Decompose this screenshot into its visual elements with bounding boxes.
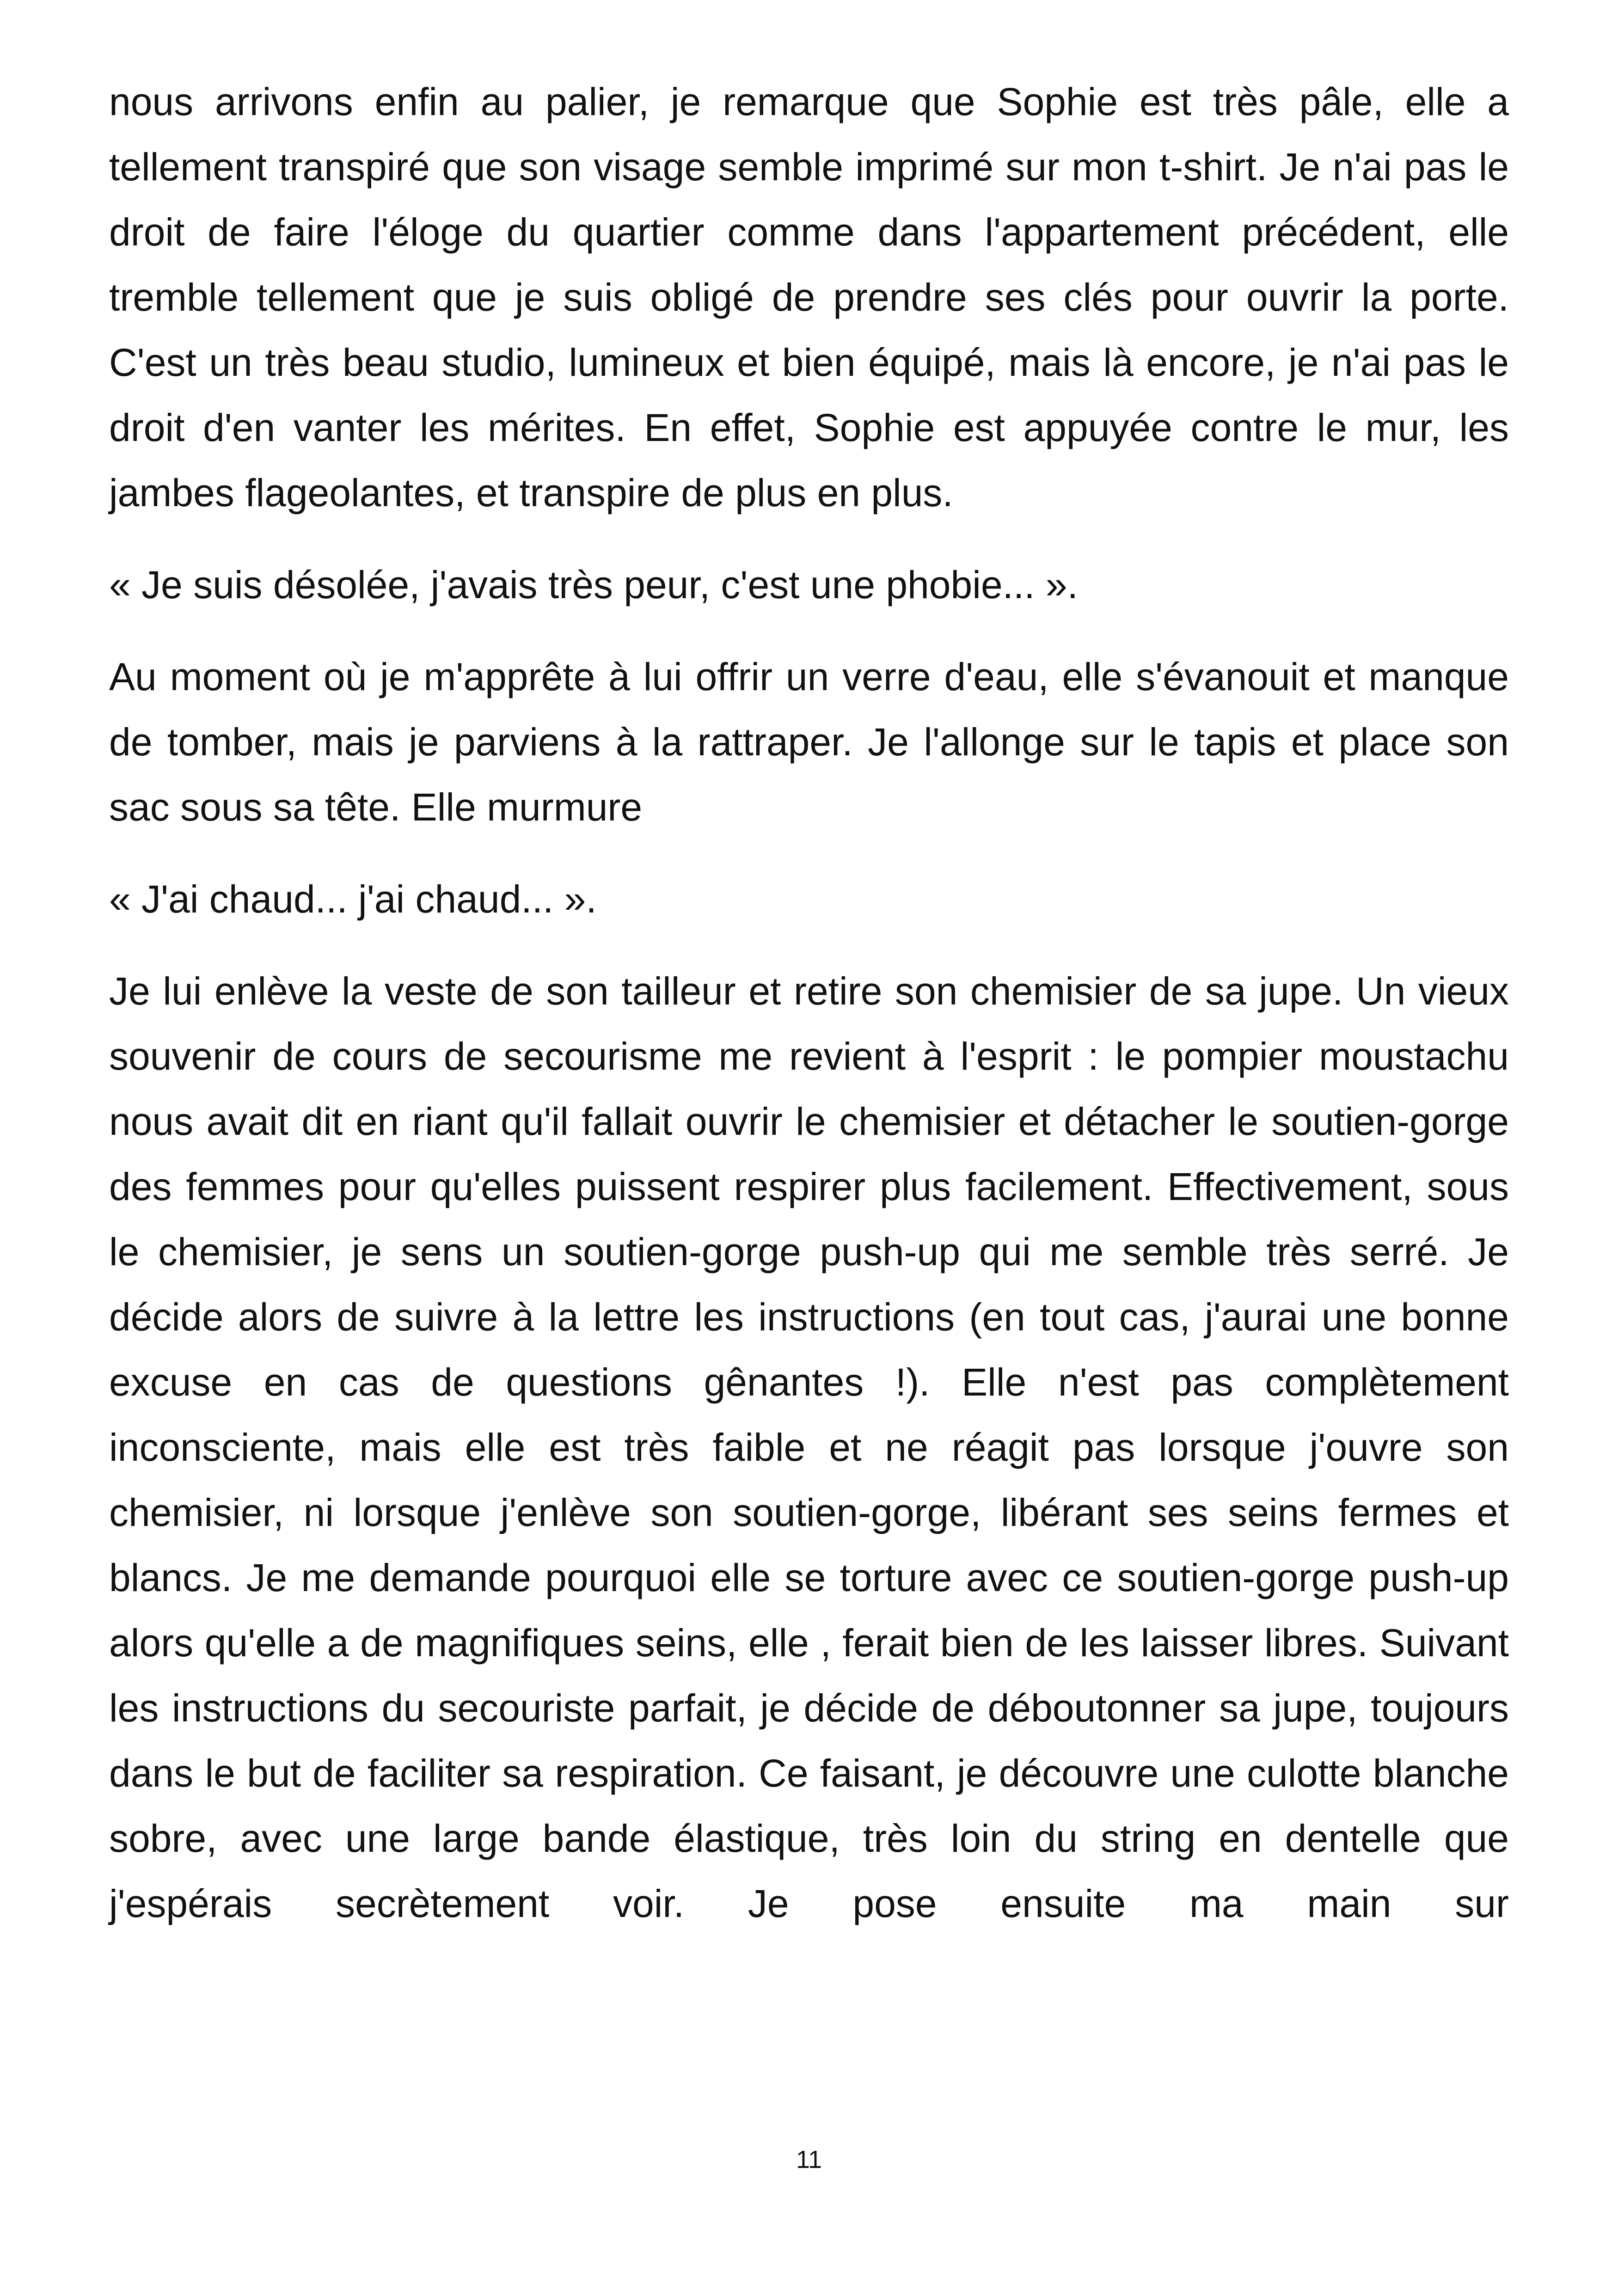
paragraph-4: « J'ai chaud... j'ai chaud... ». <box>109 877 597 921</box>
page-number: 11 <box>796 2146 822 2174</box>
paragraph-3: Au moment où je m'apprête à lui offrir un verre d'eau, elle s'évanouit et manque de tomber, mais je parviens à la rattraper. Je l'allonge sur le tapis et place son sac sous sa tête. Elle murmure <box>109 655 1509 829</box>
body-text <box>109 69 1509 1963</box>
paragraph-5: Je lui enlève la veste de son tailleur et retire son chemisier de sa jupe. Un vieux souvenir de cours de secourisme me revient à l'esprit : le pompier moustachu nous avait dit en riant qu'il fallait ouvrir le chemisier et détacher le soutien-gorge des femmes pour qu'elles puissent respirer plus facilement. Effectivement, sous le chemisier, je sens un soutien-gorge push-up qui me semble très serré. Je décide alors de suivre à la lettre les instructions (en tout cas, j'aurai une bonne excuse en cas de questions gênantes !). Elle n'est pas complètement inconsciente, mais elle est très faible et ne réagit pas lorsque j'ouvre son chemisier, ni lorsque j'enlève son soutien-gorge, libérant ses seins fermes et blancs. Je me demande pourquoi elle se torture avec ce soutien-gorge push-up alors qu'elle a de magnifiques seins, elle , ferait bien de les laisser libres. Suivant les instructions du secouriste parfait, je décide de déboutonner sa jupe, toujours dans le but de faciliter sa respiration. Ce faisant, je découvre une culotte blanche sobre, avec une large bande élastique, très loin du string en dentelle que j'espérais secrètement voir. Je pose ensuite ma main sur <box>109 969 1509 1925</box>
paragraph-2: « Je suis désolée, j'avais très peur, c'est une phobie... ». <box>109 563 1078 606</box>
paragraph-1: nous arrivons enfin au palier, je remarque que Sophie est très pâle, elle a tellement transpiré que son visage semble imprimé sur mon t-shirt. Je n'ai pas le droit de faire l'éloge du quartier comme dans l'appartement précédent, elle tremble tellement que je suis obligé de prendre ses clés pour ouvrir la porte. C'est un très beau studio, lumineux et bien équipé, mais là encore, je n'ai pas le droit d'en vanter les mérites. En effet, Sophie est appuyée contre le mur, les jambes flageolantes, et transpire de plus en plus. <box>109 80 1509 514</box>
